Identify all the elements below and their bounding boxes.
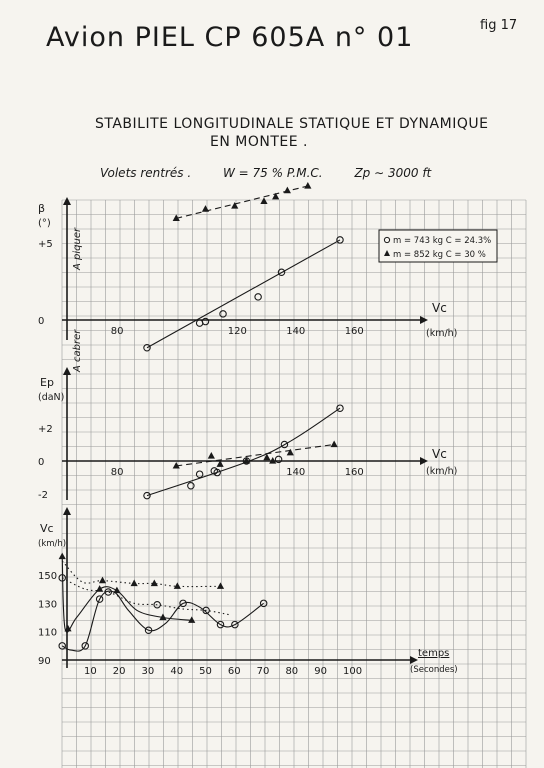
y-tick-label: -2 xyxy=(38,490,48,501)
weight-condition: W = 75 % P.M.C. xyxy=(223,166,323,180)
data-point-triangle xyxy=(260,197,267,204)
chart3-y-label-unit: (km/h) xyxy=(38,539,67,549)
x-tick-label: 120 xyxy=(227,326,247,337)
data-point-circle xyxy=(188,483,194,489)
x-tick-label: 70 xyxy=(256,666,270,677)
data-point-triangle xyxy=(304,182,311,189)
x-tick-label: 160 xyxy=(344,467,364,478)
series-curve xyxy=(62,557,192,633)
data-point-triangle xyxy=(113,587,120,594)
data-point-triangle xyxy=(217,582,224,589)
chart3-x-label-temps: temps xyxy=(418,648,450,659)
chart1-x-label-symbol: Vc xyxy=(432,301,447,315)
y-tick-label: +5 xyxy=(38,239,53,250)
subtitle-line-2: EN MONTEE . xyxy=(210,134,308,150)
figure-reference: fig 17 xyxy=(480,18,518,33)
x-tick-label: 30 xyxy=(141,666,155,677)
page-title: Avion PIEL CP 605A n° 01 xyxy=(46,22,414,53)
chart1-x-label-unit: (km/h) xyxy=(426,328,458,339)
data-point-triangle xyxy=(202,205,209,212)
data-point-triangle xyxy=(131,580,138,587)
y-tick-label: 110 xyxy=(38,627,58,639)
x-tick-label: 160 xyxy=(344,326,364,337)
y-tick-label: 0 xyxy=(38,316,45,327)
series-line xyxy=(176,445,334,466)
y-tick-label: +2 xyxy=(38,424,53,435)
y-axis-arrow xyxy=(63,367,71,375)
series-line xyxy=(147,408,340,495)
data-point-triangle xyxy=(284,187,291,194)
x-tick-label: 20 xyxy=(112,666,126,677)
chart2-y-label-unit: (daN) xyxy=(38,392,65,403)
data-point-triangle xyxy=(287,449,294,456)
chart2-x-label-symbol: Vc xyxy=(432,447,447,461)
legend-triangle-label: m = 852 kg C = 30 % xyxy=(393,250,486,260)
x-tick-label: 60 xyxy=(227,666,241,677)
x-tick-label: 140 xyxy=(286,326,306,337)
x-tick-label: 50 xyxy=(199,666,212,677)
flaps-condition: Volets rentrés . xyxy=(100,166,192,180)
chart1-y-label-unit: (°) xyxy=(38,218,51,229)
x-tick-label: 90 xyxy=(314,666,327,677)
x-axis-arrow xyxy=(410,656,418,664)
x-axis-arrow xyxy=(420,457,428,465)
series-curve xyxy=(62,591,263,651)
data-point-triangle xyxy=(208,452,215,459)
y-axis-arrow xyxy=(63,197,71,205)
x-tick-label: 40 xyxy=(170,666,184,677)
chart2-y-label-symbol: Ep xyxy=(40,376,54,389)
y-tick-label: 150 xyxy=(38,571,58,582)
chart1-annotation-a-piquer: A piquer xyxy=(72,227,83,270)
chart2-x-label-unit: (km/h) xyxy=(426,466,458,477)
data-point-triangle xyxy=(174,582,181,589)
data-point-triangle xyxy=(151,580,158,587)
y-tick-label: 90 xyxy=(38,656,51,667)
x-tick-label: 80 xyxy=(110,467,124,478)
data-point-triangle xyxy=(59,553,66,560)
x-tick-label: 140 xyxy=(286,467,306,478)
data-point-triangle xyxy=(96,585,103,592)
chart1-y-label-symbol: β xyxy=(38,202,46,215)
series-curve xyxy=(62,561,220,587)
data-point-triangle xyxy=(99,577,106,584)
chart3-x-label-seconds: (Secondes) xyxy=(410,665,458,675)
y-tick-label: 130 xyxy=(38,599,58,611)
chart3-y-label-symbol: Vc xyxy=(40,522,54,535)
chart1-annotation-a-cabrer: A cabrer xyxy=(72,329,83,372)
data-point-circle xyxy=(196,471,202,477)
data-point-circle xyxy=(255,294,261,300)
x-tick-label: 100 xyxy=(343,666,363,677)
y-tick-label: 0 xyxy=(38,457,45,468)
x-axis-arrow xyxy=(420,316,428,324)
y-axis-arrow xyxy=(63,507,71,515)
altitude-condition: Zp ∼ 3000 ft xyxy=(354,166,432,180)
data-point-triangle xyxy=(331,441,338,448)
grid-lines xyxy=(62,200,526,768)
x-tick-label: 10 xyxy=(84,666,97,677)
legend-circle-label: m = 743 kg C = 24.3% xyxy=(393,236,492,246)
x-tick-label: 80 xyxy=(285,666,299,677)
subtitle-line-1: STABILITE LONGITUDINALE STATIQUE ET DYNAMIQUE xyxy=(95,116,489,132)
x-tick-label: 80 xyxy=(110,326,124,337)
series-curve xyxy=(62,578,229,615)
